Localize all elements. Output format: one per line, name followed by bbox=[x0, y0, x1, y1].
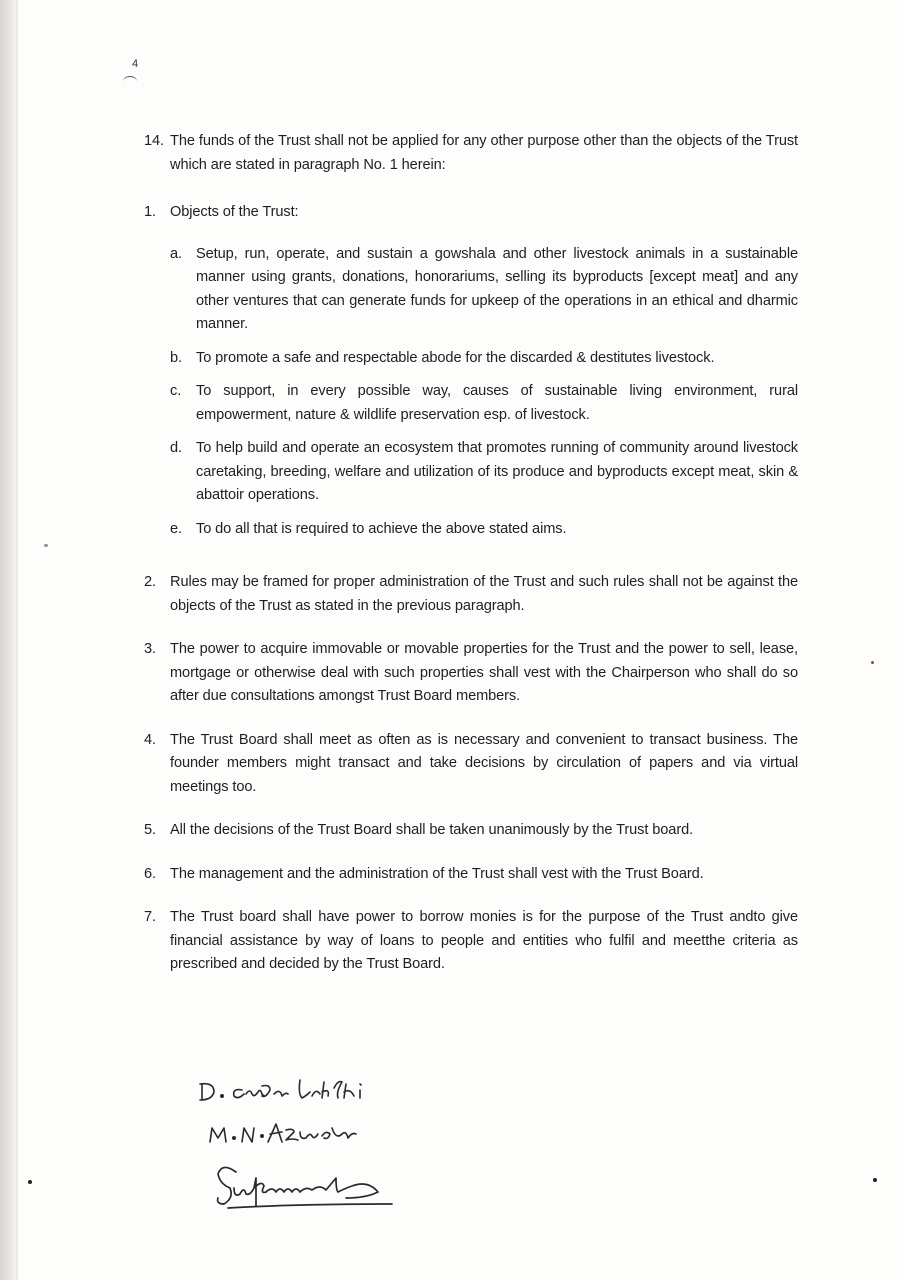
clause-number: 1. bbox=[144, 204, 156, 220]
clause-text: All the decisions of the Trust Board shall be taken unanimously by the Trust board. bbox=[170, 822, 694, 838]
signature-block bbox=[196, 1066, 436, 1226]
page-number-mark bbox=[123, 76, 137, 87]
object-letter: a. bbox=[170, 245, 182, 262]
scan-speck bbox=[873, 1178, 877, 1182]
clause-text: The Trust Board shall meet as often as is necessary and convenient to transact business. The founder members might transact and take decisions by circulation of papers and via virtual meetings too. bbox=[170, 731, 798, 795]
object-text: To help build and operate an ecosystem that promotes running of community around livestock caretaking, breeding, welfare and utilization of its produce and byproducts except meat, skin & abattoir operations. bbox=[196, 440, 798, 503]
clause-text: The Trust board shall have power to borrow monies is for the purpose of the Trust andto give financial assistance by way of loans to people and entities who fulfil and meetthe criteria as prescribed and decided by the Trust Board. bbox=[170, 909, 798, 972]
clause-5 bbox=[144, 819, 798, 843]
object-item-a bbox=[170, 243, 798, 337]
object-item-e bbox=[170, 518, 798, 542]
clause-number: 2. bbox=[144, 574, 156, 590]
clause-3 bbox=[144, 638, 798, 709]
object-letter: c. bbox=[170, 383, 182, 399]
clause-text: The management and the administration of the Trust shall vest with the Trust Board. bbox=[170, 865, 704, 882]
clause-number: 4. bbox=[144, 731, 156, 748]
object-letter: d. bbox=[170, 440, 182, 456]
object-text: To do all that is required to achieve the above stated aims. bbox=[196, 520, 567, 537]
clause-4 bbox=[144, 729, 798, 800]
signature-3 bbox=[196, 1158, 436, 1214]
clause-number: 14. bbox=[144, 133, 164, 149]
object-item-c bbox=[170, 380, 798, 427]
scan-speck bbox=[871, 661, 874, 664]
clause-14 bbox=[144, 130, 798, 177]
signature-1 bbox=[196, 1074, 416, 1106]
object-text: To support, in every possible way, causes of sustainable living environment, rural empowerment, nature & wildlife preservation esp. of livestock. bbox=[196, 383, 798, 423]
object-letter: b. bbox=[170, 349, 182, 366]
signature-2 bbox=[196, 1116, 416, 1148]
document-body bbox=[144, 130, 798, 977]
object-text: To promote a safe and respectable abode for the discarded & destitutes livestock. bbox=[196, 349, 715, 366]
clause-1 bbox=[144, 201, 798, 225]
clause-6 bbox=[144, 863, 798, 887]
scan-speck bbox=[44, 544, 48, 547]
clause-number: 7. bbox=[144, 909, 156, 925]
clause-text: Rules may be framed for proper administration of the Trust and such rules shall not be against the objects of the Trust as stated in the previous paragraph. bbox=[170, 574, 798, 614]
clause-number: 5. bbox=[144, 822, 156, 838]
clause-number: 3. bbox=[144, 641, 156, 657]
clause-7 bbox=[144, 906, 798, 977]
object-item-b bbox=[170, 347, 798, 371]
scan-edge-shadow bbox=[0, 0, 16, 1280]
clause-number: 6. bbox=[144, 865, 156, 882]
clause-2 bbox=[144, 571, 798, 618]
scan-speck bbox=[28, 1180, 32, 1184]
clause-text: The funds of the Trust shall not be applied for any other purpose other than the objects of the Trust which are stated in paragraph No. 1 herein: bbox=[170, 133, 798, 173]
clause-text: Objects of the Trust: bbox=[170, 204, 299, 220]
object-letter: e. bbox=[170, 520, 182, 537]
object-text: Setup, run, operate, and sustain a gowshala and other livestock animals in a sustainable manner using grants, donations, honorariums, selling its byproducts [except meat] and any other ventures that can generate funds for upkeep of the operations in an ethical and dharmic manner. bbox=[196, 245, 798, 332]
clause-text: The power to acquire immovable or movable properties for the Trust and the power to sell, lease, mortgage or otherwise deal with such properties shall vest with the Chairperson who shall do so after due consultations amongst Trust Board members. bbox=[170, 641, 798, 704]
page-number: 4 bbox=[132, 58, 139, 70]
object-item-d bbox=[170, 437, 798, 508]
